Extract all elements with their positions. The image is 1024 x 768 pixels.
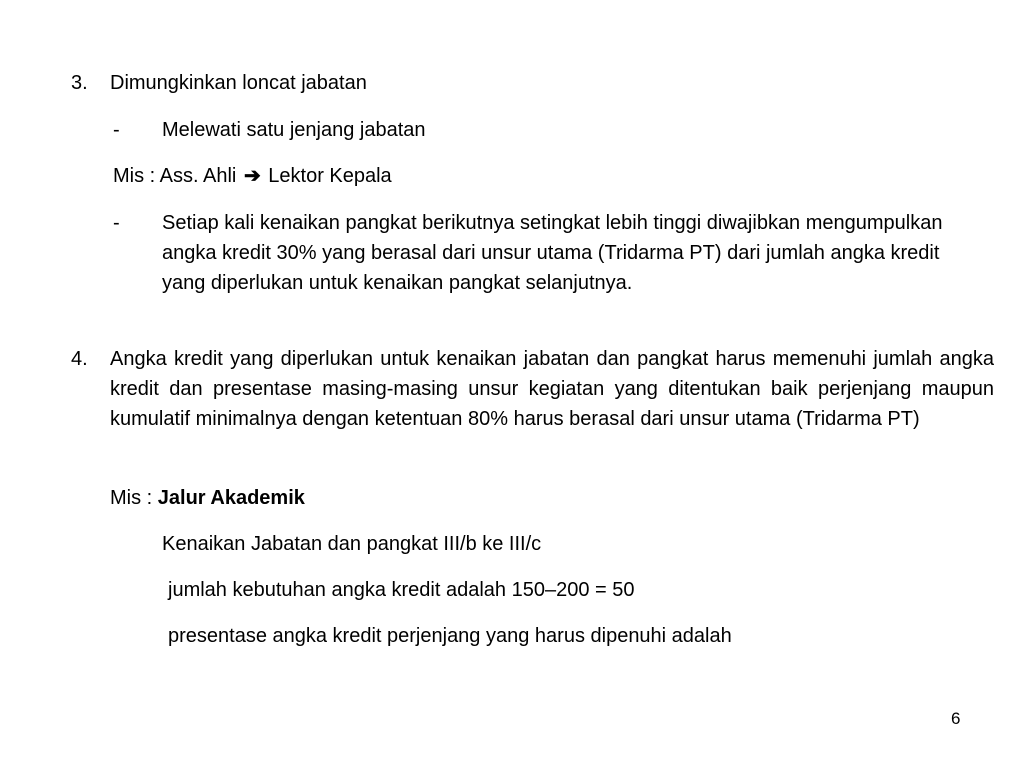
item-4-example <box>110 483 305 513</box>
item-4-text: Angka kredit yang diperlukan untuk kenaikan jabatan dan pangkat harus memenuhi jumlah angka kredit dan presentase masing-masing unsur kegiatan yang ditentukan baik perjenjang maupun kumulatif minimalnya dengan ketentuan 80% harus berasal dari unsur utama (Tridarma PT) <box>110 348 994 430</box>
item-4-detail-3: presentase angka kredit perjenjang yang harus dipenuhi adalah <box>168 625 732 647</box>
item-3-heading: Dimungkinkan loncat jabatan <box>110 72 367 94</box>
item-3-bullet-2-marker: - <box>113 212 120 234</box>
item-3-bullet-1-text: Melewati satu jenjang jabatan <box>162 119 426 141</box>
item-3-example <box>113 161 392 191</box>
item-3-number: 3. <box>71 72 88 94</box>
item-4-example-prefix: Mis : <box>110 487 153 509</box>
item-4-number: 4. <box>71 348 88 370</box>
item-3-bullet-2-text: Setiap kali kenaikan pangkat berikutnya setingkat lebih tinggi diwajibkan mengumpulkan angka kredit 30% yang berasal dari unsur utama (Tridarma PT) dari jumlah angka kredit yang diperlukan untuk kenaikan pangkat selanjutnya. <box>162 212 943 294</box>
item-4-detail-1: Kenaikan Jabatan dan pangkat III/b ke III/c <box>162 533 542 555</box>
item-3-bullet-1-marker: - <box>113 119 120 141</box>
item-4-detail-2: jumlah kebutuhan angka kredit adalah 150–200 = 50 <box>168 579 635 601</box>
item-3-example-prefix: Mis : Ass. Ahli <box>113 165 237 187</box>
arrow-right-icon: ➔ <box>243 165 261 187</box>
page-number: 6 <box>951 709 961 728</box>
item-3-example-suffix: Lektor Kepala <box>268 165 392 187</box>
jalur-akademik-label: Jalur Akademik <box>157 487 305 509</box>
